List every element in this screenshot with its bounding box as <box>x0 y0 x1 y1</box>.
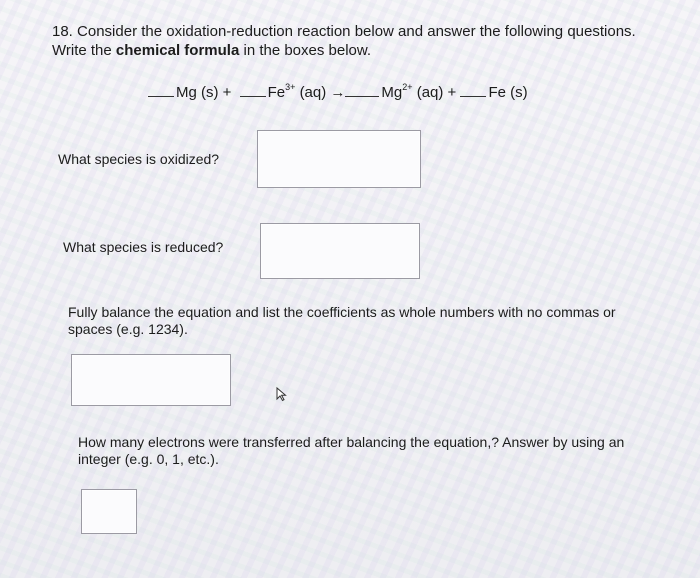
question-number: 18. <box>52 23 73 40</box>
eq-mg-product-symbol: Mg <box>381 84 403 101</box>
prompt-balance: Fully balance the equation and list the coefficients as whole numbers with no commas or spaces (e.g. 1234). <box>68 304 616 337</box>
coefficient-blank-fe <box>460 82 486 97</box>
eq-fe-symbol: Fe <box>267 84 286 101</box>
reaction-arrow: → <box>330 84 346 101</box>
prompt-electrons: How many electrons were transferred after balancing the equation,? Answer by using an integer (e.g. 0, 1, etc.). <box>78 434 625 467</box>
reduced-answer-box[interactable] <box>260 223 420 279</box>
question-intro: Consider the oxidation-reduction reaction below and answer the following questions. <box>77 23 636 40</box>
coefficients-answer-box[interactable] <box>71 354 231 406</box>
coefficient-blank-mg <box>148 82 174 97</box>
instruction-prefix: Write the <box>52 42 116 59</box>
eq-mg-product-charge: 2+ <box>402 82 413 92</box>
eq-fe-product: Fe (s) <box>488 84 528 101</box>
electrons-answer-box[interactable] <box>81 489 137 534</box>
prompt-oxidized: What species is oxidized? <box>58 151 220 167</box>
coefficient-blank-mg2 <box>345 82 379 97</box>
eq-mg-reactant: Mg (s) + <box>176 84 232 101</box>
eq-fe-charge: 3+ <box>285 82 296 92</box>
mouse-pointer-icon <box>275 386 289 402</box>
instruction-suffix: in the boxes below. <box>239 42 372 59</box>
eq-mg-product-state: (aq) + <box>416 84 457 101</box>
prompt-reduced: What species is reduced? <box>63 239 224 255</box>
question-text <box>52 22 672 60</box>
coefficient-blank-fe3 <box>240 82 266 97</box>
redox-equation <box>148 82 528 101</box>
eq-fe-state: (aq) <box>299 84 327 101</box>
instruction-bold: chemical formula <box>115 42 240 59</box>
oxidized-answer-box[interactable] <box>257 130 421 188</box>
